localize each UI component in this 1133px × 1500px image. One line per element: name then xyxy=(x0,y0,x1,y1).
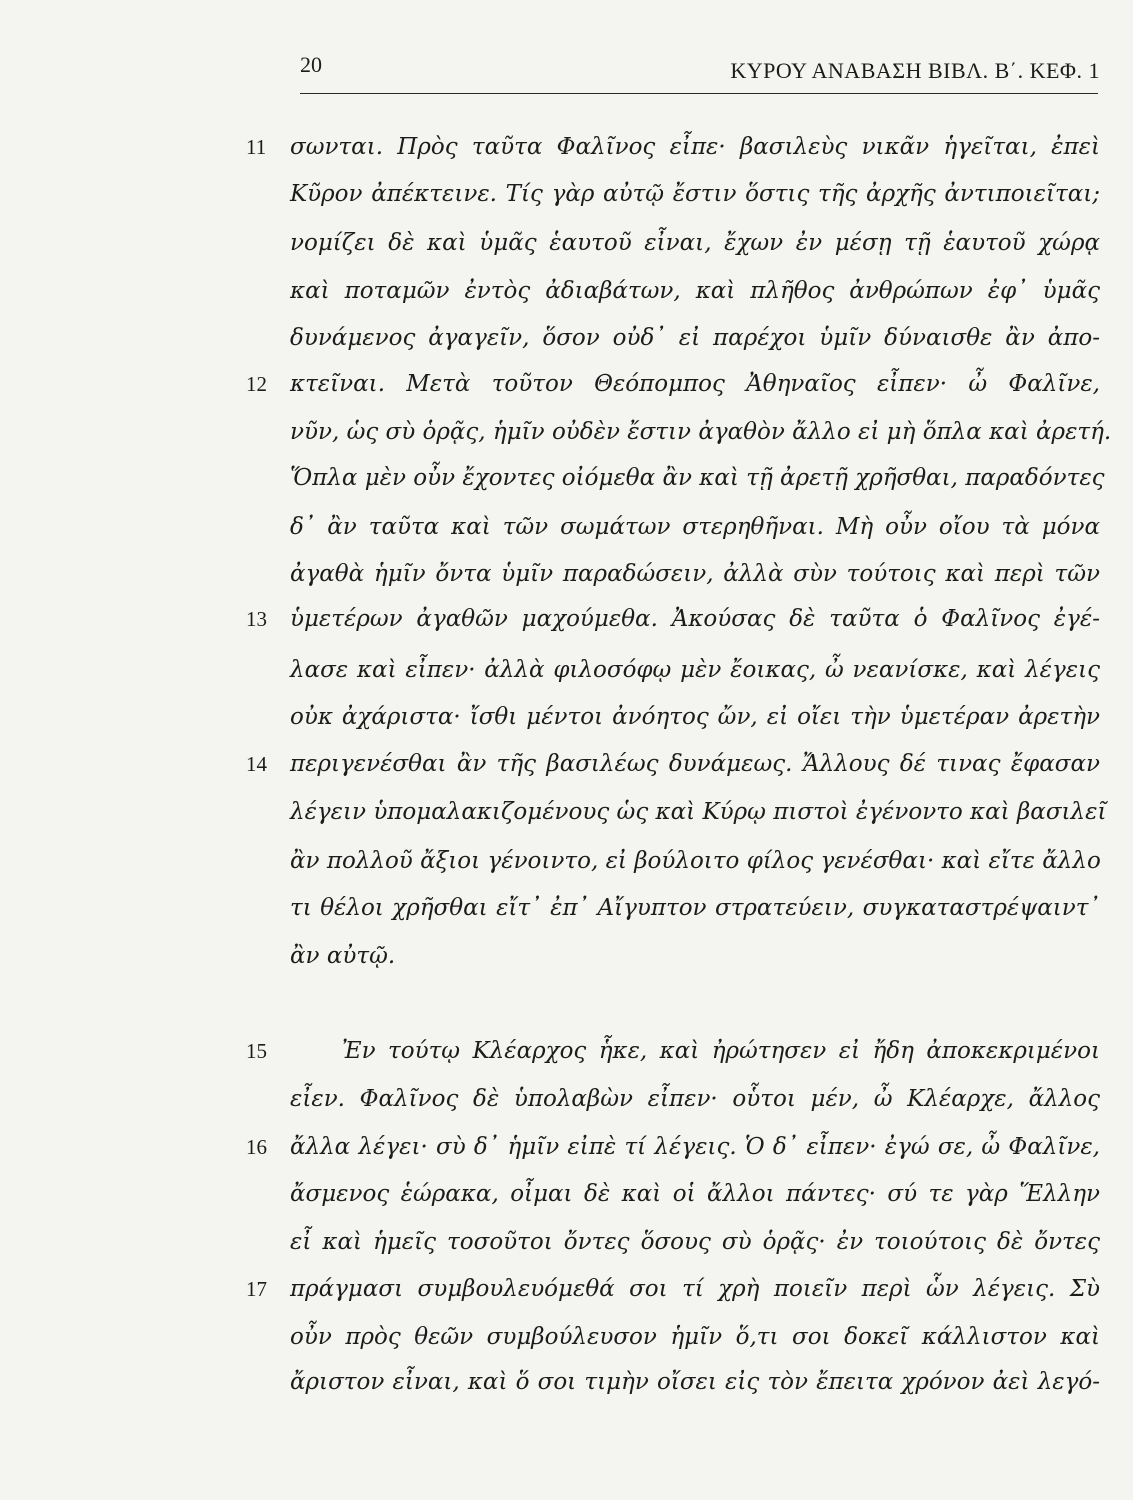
text-line: ἀγαθὰ ἡμῖν ὄντα ὑμῖν παραδώσειν, ἀλλὰ σὺν τούτοις καὶ περὶ τῶν xyxy=(290,561,1100,587)
text-line: ἂν αὐτῷ. xyxy=(290,943,396,969)
text-line: πράγμασι συμβουλευόμεθά σοι τί χρὴ ποιεῖν περὶ ὧν λέγεις. Σὺ xyxy=(290,1276,1100,1302)
text-line: σωνται. Πρὸς ταῦτα Φαλῖνος εἶπε· βασιλεὺς νικᾶν ἡγεῖται, ἐπεὶ xyxy=(290,134,1100,160)
text-line: περιγενέσθαι ἂν τῆς βασιλέως δυνάμεως. Ἄλλους δέ τινας ἔφασαν xyxy=(290,751,1100,777)
section-number-16: 16 xyxy=(246,1135,267,1159)
section-number-13: 13 xyxy=(246,607,267,631)
text-line: εἶ καὶ ἡμεῖς τοσοῦτοι ὄντες ὅσους σὺ ὁρᾷς· ἐν τοιούτοις δὲ ὄντες xyxy=(290,1229,1100,1255)
text-line: νῦν, ὡς σὺ ὁρᾷς, ἡμῖν οὐδὲν ἔστιν ἀγαθὸν ἄλλο εἰ μὴ ὅπλα καὶ ἀρετή. xyxy=(290,419,1112,445)
text-line: ἂν πολλοῦ ἄξιοι γένοιντο, εἰ βούλοιτο φίλος γενέσθαι· καὶ εἴτε ἄλλο xyxy=(290,848,1101,874)
text-line: Ὅπλα μὲν οὖν ἔχοντες οἰόμεθα ἂν καὶ τῇ ἀρετῇ χρῆσθαι, παραδόντες xyxy=(290,465,1105,491)
text-line: καὶ ποταμῶν ἐντὸς ἀδιαβάτων, καὶ πλῆθος ἀνθρώπων ἐφ᾽ ὑμᾶς xyxy=(290,278,1100,304)
section-number-14: 14 xyxy=(246,752,267,776)
text-line: ἄριστον εἶναι, καὶ ὅ σοι τιμὴν οἴσει εἰς τὸν ἔπειτα χρόνον ἀεὶ λεγό- xyxy=(290,1369,1100,1395)
text-line: νομίζει δὲ καὶ ὑμᾶς ἑαυτοῦ εἶναι, ἔχων ἐν μέσῃ τῇ ἑαυτοῦ χώρᾳ xyxy=(290,230,1100,256)
text-line: Κῦρον ἀπέκτεινε. Τίς γὰρ αὐτῷ ἔστιν ὅστις τῆς ἀρχῆς ἀντιποιεῖται; xyxy=(290,181,1100,207)
text-line: οὐκ ἀχάριστα· ἴσθι μέντοι ἀνόητος ὤν, εἰ οἴει τὴν ὑμετέραν ἀρετὴν xyxy=(290,704,1100,730)
text-line: ἄσμενος ἑώρακα, οἶμαι δὲ καὶ οἱ ἄλλοι πάντες· σύ τε γὰρ Ἕλλην xyxy=(290,1181,1100,1207)
text-line: δυνάμενος ἀγαγεῖν, ὅσον οὐδ᾽ εἰ παρέχοι ὑμῖν δύναισθε ἂν ἀπο- xyxy=(290,325,1100,351)
text-line: τι θέλοι χρῆσθαι εἴτ᾽ ἐπ᾽ Αἴγυπτον στρατεύειν, συγκαταστρέψαιντ᾽ xyxy=(290,895,1100,921)
text-line: κτεῖναι. Μετὰ τοῦτον Θεόπομπος Ἀθηναῖος εἶπεν· ὦ Φαλῖνε, xyxy=(290,371,1100,397)
text-line: λέγειν ὑπομαλακιζομένους ὡς καὶ Κύρῳ πιστοὶ ἐγένοντο καὶ βασιλεῖ xyxy=(290,799,1107,825)
section-number-11: 11 xyxy=(246,135,267,159)
text-line: δ᾽ ἂν ταῦτα καὶ τῶν σωμάτων στερηθῆναι. Μὴ οὖν οἴου τὰ μόνα xyxy=(290,514,1100,540)
section-number-17: 17 xyxy=(246,1277,267,1301)
running-title: ΚΥΡΟΥ ΑΝΑΒΑΣΗ ΒΙΒΛ. Β΄. ΚΕΦ. 1 xyxy=(730,58,1100,83)
text-line: εἶεν. Φαλῖνος δὲ ὑπολαβὼν εἶπεν· οὗτοι μέν, ὦ Κλέαρχε, ἄλλος xyxy=(290,1086,1100,1112)
page-number: 20 xyxy=(300,52,322,77)
text-line: λασε καὶ εἶπεν· ἀλλὰ φιλοσόφῳ μὲν ἔοικας, ὦ νεανίσκε, καὶ λέγεις xyxy=(290,657,1100,683)
text-line: οὖν πρὸς θεῶν συμβούλευσον ἡμῖν ὅ,τι σοι δοκεῖ κάλλιστον καὶ xyxy=(290,1324,1100,1350)
text-line: ἄλλα λέγει· σὺ δ᾽ ἡμῖν εἰπὲ τί λέγεις. Ὁ δ᾽ εἶπεν· ἐγώ σε, ὦ Φαλῖνε, xyxy=(290,1134,1100,1160)
section-number-15: 15 xyxy=(246,1039,267,1063)
text-line: ὑμετέρων ἀγαθῶν μαχούμεθα. Ἀκούσας δὲ ταῦτα ὁ Φαλῖνος ἐγέ- xyxy=(290,606,1100,632)
text-line: Ἐν τούτῳ Κλέαρχος ἧκε, καὶ ἠρώτησεν εἰ ἤδη ἀποκεκριμένοι xyxy=(342,1038,1100,1064)
section-number-12: 12 xyxy=(246,372,267,396)
